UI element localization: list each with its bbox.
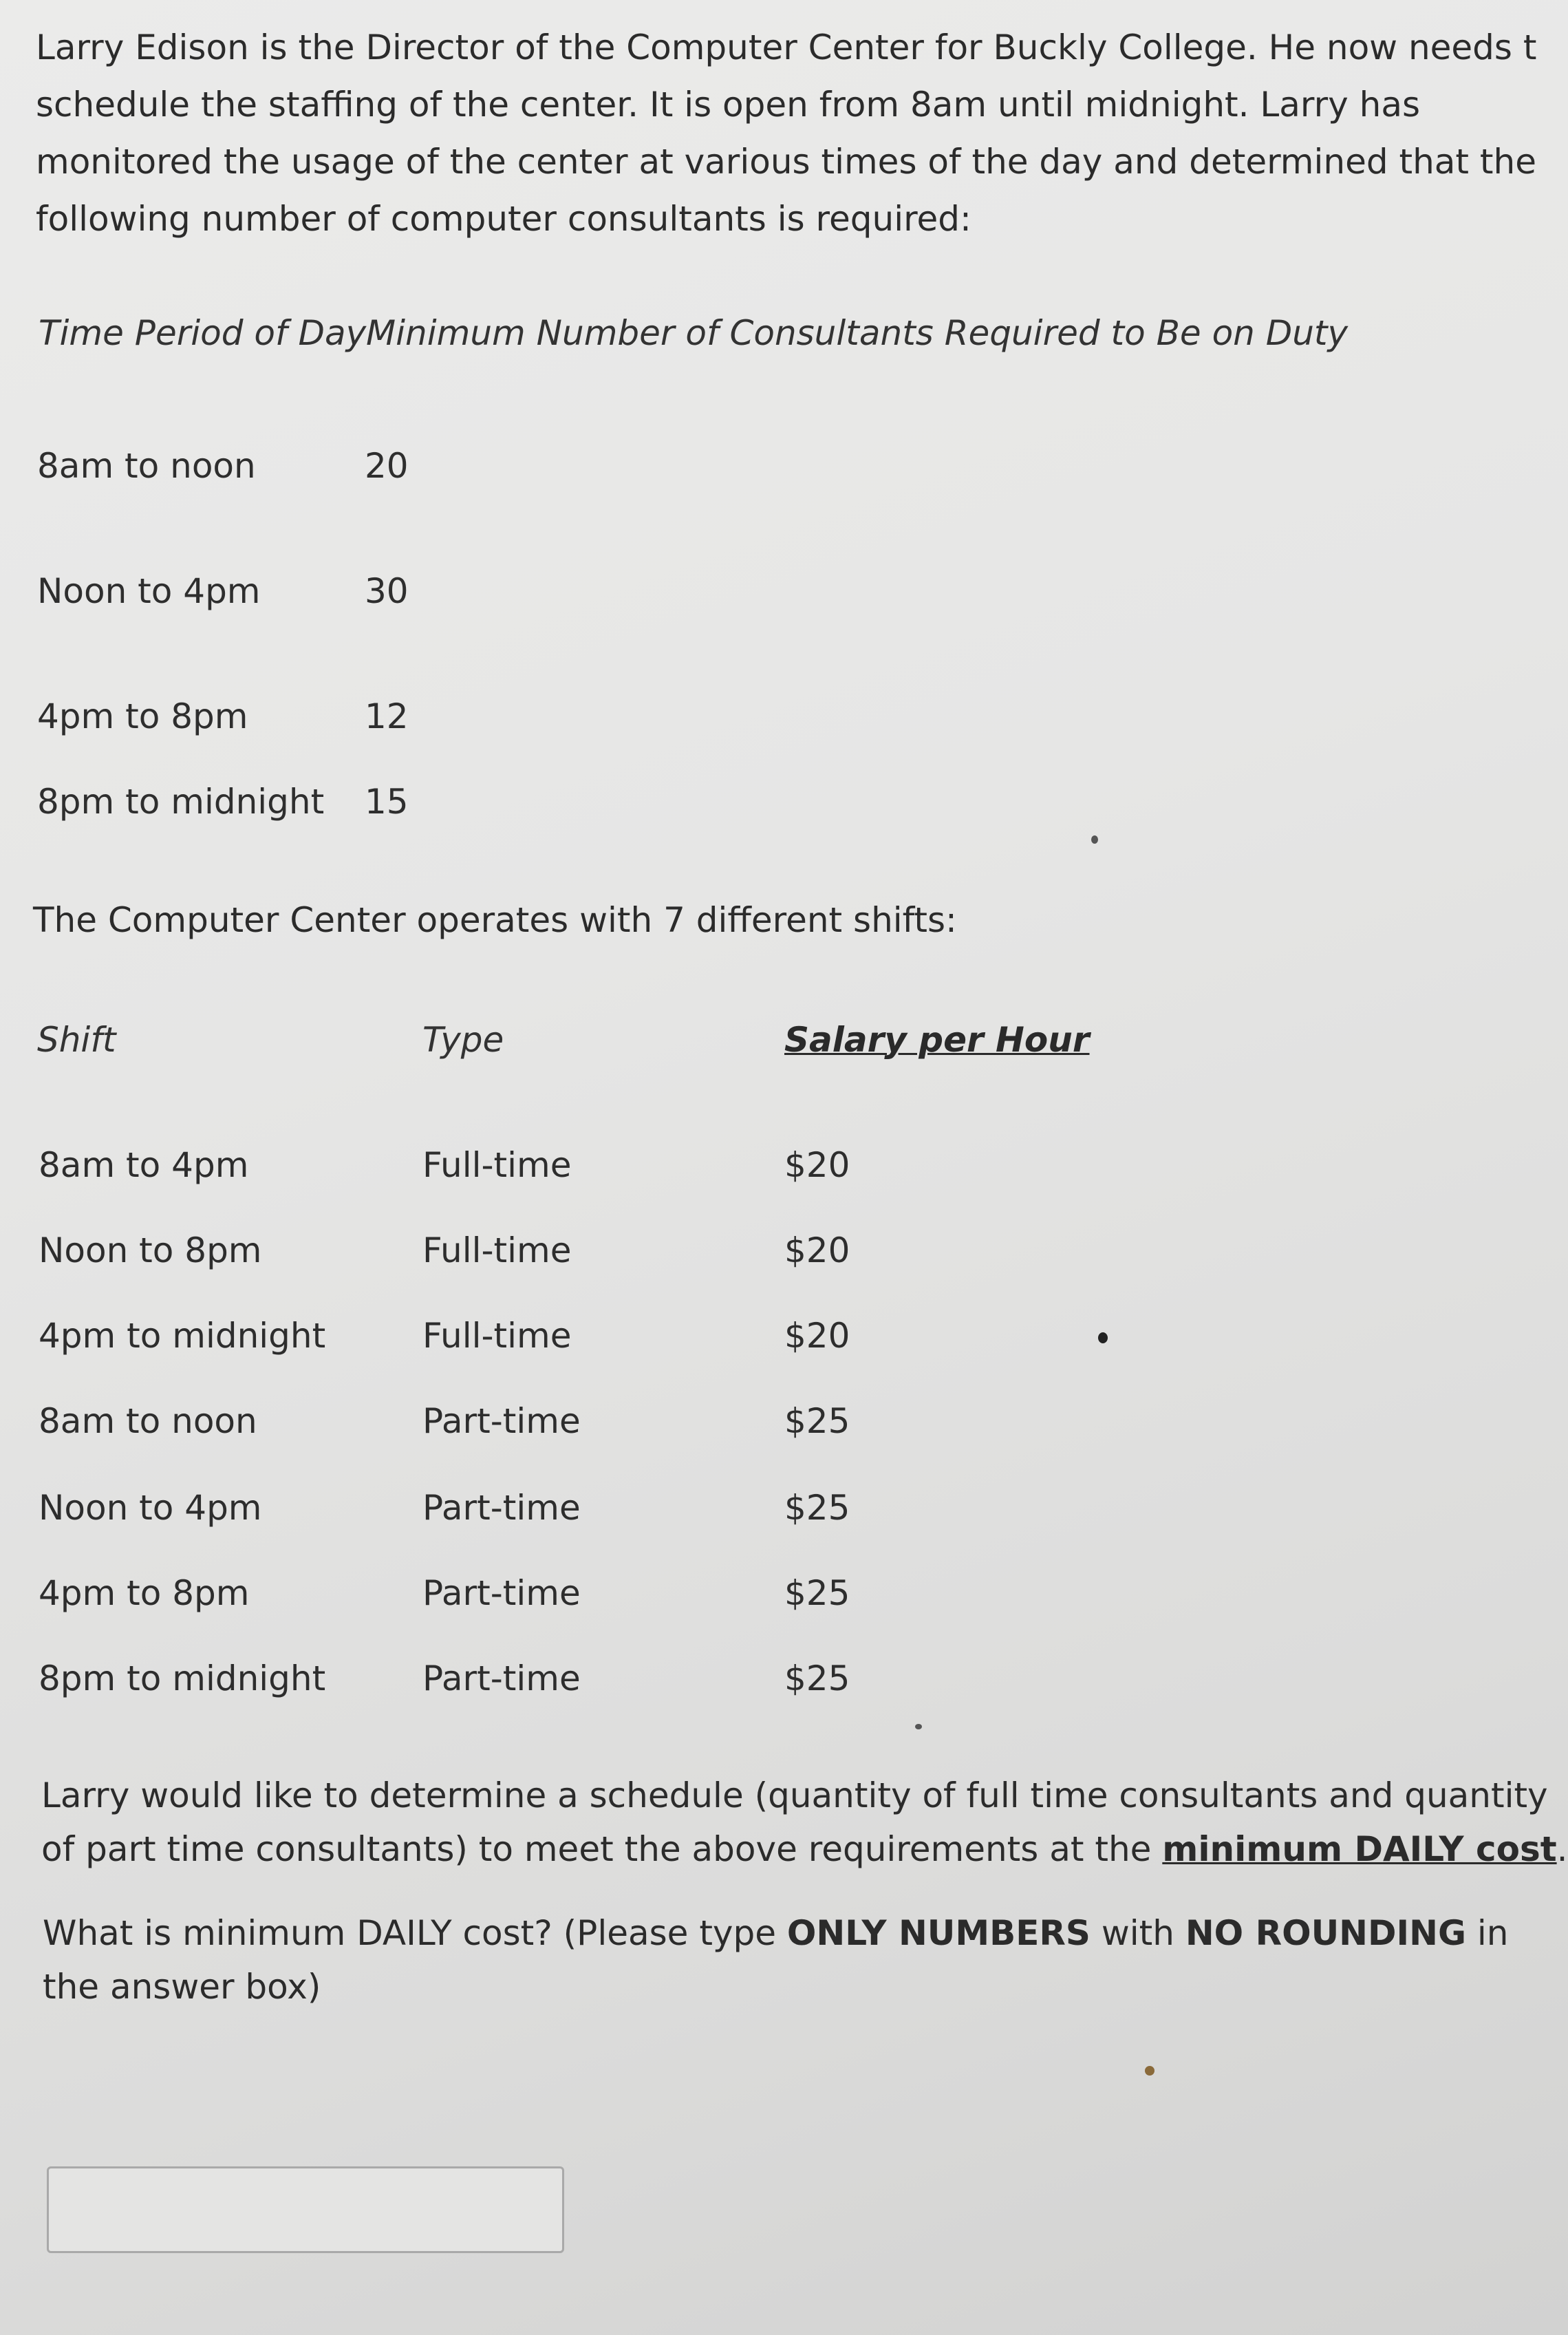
shift-salary: $20 xyxy=(784,1145,850,1185)
header-time-period: Time Period of Day xyxy=(39,313,367,353)
question-line-2 xyxy=(41,1822,1568,1876)
requirement-period: Noon to 4pm xyxy=(37,571,261,611)
prompt-line-1 xyxy=(43,1906,1509,1960)
shift-row xyxy=(39,1316,1139,1356)
intro-line-4: following number of computer consultants is required: xyxy=(36,199,971,239)
shift-row xyxy=(39,1659,1139,1698)
shift-type: Full-time xyxy=(422,1145,572,1185)
screen-speck xyxy=(1091,835,1098,844)
only-numbers-emphasis: ONLY NUMBERS xyxy=(786,1913,1091,1953)
shift-salary: $25 xyxy=(784,1401,850,1441)
question-line-1: Larry would like to determine a schedule (quantity of full time consultants and quantity xyxy=(41,1776,1548,1815)
question-line-2-text: of part time consultants) to meet the above requirements at the xyxy=(41,1829,1163,1869)
requirement-period: 8am to noon xyxy=(37,446,256,486)
shift-type: Part-time xyxy=(422,1573,581,1613)
problem-intro xyxy=(36,19,1537,248)
no-rounding-emphasis: NO ROUNDING xyxy=(1185,1913,1467,1953)
intro-line-3: monitored the usage of the center at various times of the day and determined that the xyxy=(36,142,1536,182)
shifts-intro: The Computer Center operates with 7 different shifts: xyxy=(33,900,957,940)
shift-time: 4pm to 8pm xyxy=(39,1573,250,1613)
shift-salary: $25 xyxy=(784,1573,850,1613)
requirement-min: 12 xyxy=(365,696,409,736)
requirement-min: 30 xyxy=(365,571,409,611)
shifts-header xyxy=(37,1020,1138,1060)
shift-row xyxy=(39,1573,1139,1613)
requirement-row xyxy=(37,571,409,611)
shift-salary: $25 xyxy=(784,1488,850,1528)
question-prompt xyxy=(43,1906,1509,2014)
question-statement xyxy=(41,1769,1568,1876)
shift-type: Part-time xyxy=(422,1488,581,1528)
screen-speck xyxy=(915,1724,922,1729)
prompt-text: What is minimum DAILY cost? (Please type xyxy=(43,1913,787,1953)
header-shift: Shift xyxy=(37,1020,116,1060)
shift-row xyxy=(39,1488,1139,1528)
requirement-row xyxy=(37,782,409,822)
shift-salary: $25 xyxy=(784,1659,850,1698)
requirement-row xyxy=(37,696,409,736)
shift-row xyxy=(39,1145,1139,1185)
requirements-header xyxy=(39,313,1349,353)
shift-time: 8am to noon xyxy=(39,1401,257,1441)
header-type: Type xyxy=(422,1020,504,1060)
intro-line-1: Larry Edison is the Director of the Computer Center for Buckly College. He now needs t xyxy=(36,28,1537,67)
prompt-line-2: the answer box) xyxy=(43,1967,321,2007)
prompt-text: in xyxy=(1466,1913,1509,1953)
shift-time: 8pm to midnight xyxy=(39,1659,326,1698)
shift-time: 4pm to midnight xyxy=(39,1316,326,1356)
shift-type: Full-time xyxy=(422,1316,572,1356)
header-min-consultants: Minimum Number of Consultants Required to Be on Duty xyxy=(366,313,1349,353)
shift-row xyxy=(39,1230,1139,1270)
shift-time: Noon to 4pm xyxy=(39,1488,262,1528)
shift-salary: $20 xyxy=(784,1316,850,1356)
header-salary: Salary per Hour xyxy=(784,1020,1090,1060)
requirement-min: 15 xyxy=(365,782,409,822)
shift-time: Noon to 8pm xyxy=(39,1230,262,1270)
question-line-2-end: . xyxy=(1556,1829,1568,1869)
requirement-row xyxy=(37,446,409,486)
shift-row xyxy=(39,1401,1139,1441)
shift-type: Part-time xyxy=(422,1401,581,1441)
prompt-text: with xyxy=(1090,1913,1185,1953)
shift-salary: $20 xyxy=(784,1230,850,1270)
screen-speck xyxy=(1145,2066,1154,2076)
requirement-min: 20 xyxy=(365,446,409,486)
min-daily-cost-emphasis: minimum DAILY cost xyxy=(1162,1829,1557,1869)
screen-speck xyxy=(1098,1332,1108,1343)
shift-type: Full-time xyxy=(422,1230,572,1270)
intro-line-2: schedule the staffing of the center. It is open from 8am until midnight. Larry has xyxy=(36,85,1421,125)
answer-input[interactable] xyxy=(47,2166,564,2253)
requirement-period: 8pm to midnight xyxy=(37,782,325,822)
shift-type: Part-time xyxy=(422,1659,581,1698)
shift-time: 8am to 4pm xyxy=(39,1145,249,1185)
requirement-period: 4pm to 8pm xyxy=(37,696,248,736)
